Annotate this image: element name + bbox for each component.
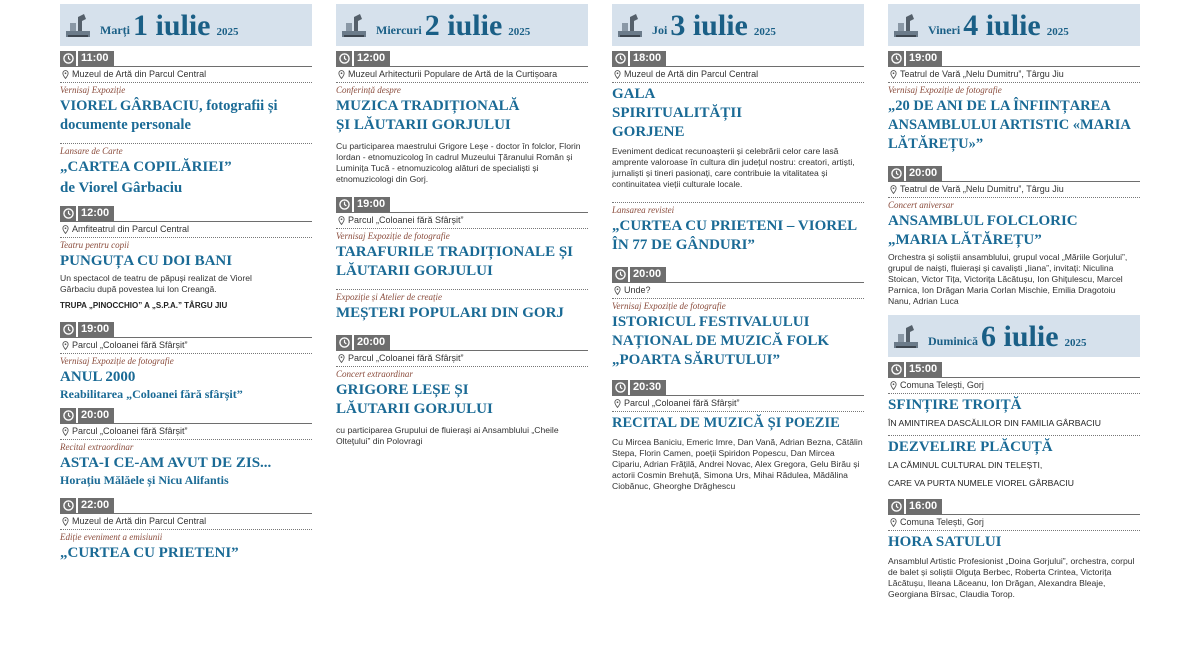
- time-badge: [612, 380, 864, 395]
- divider: [336, 350, 588, 351]
- location-text: Muzeul de Artă din Parcul Central: [624, 69, 759, 79]
- location-text: Parcul „Coloanei fără Sfârșit”: [72, 426, 188, 436]
- event-category: Conferință despre: [336, 85, 401, 95]
- event-title: MUZICA TRADIȚIONALĂ ȘI LĂUTARII GORJULUI: [336, 98, 520, 133]
- divider: [60, 82, 312, 83]
- time-badge: [60, 206, 312, 221]
- time-value: 20:00: [354, 335, 390, 350]
- divider: [60, 143, 312, 144]
- event-description: Orchestra și soliștii ansamblului, grupul vocal „Măriile Gorjului”, grupul de naiști, fluierași și cavaliști „Iiana”, invitați: Niculina Stoican, Victor Tița, Victorița Lăcătușu, Ion Ghițulescu, Marcel Parnica, Ion Drăgan Maria Corlan Mischie, Emilia Dragotoiu Nanu, Adrian Luca: [888, 252, 1128, 306]
- divider: [60, 423, 312, 424]
- time-badge: [612, 51, 864, 66]
- divider: [888, 181, 1140, 182]
- location-text: Comuna Telești, Gorj: [900, 517, 984, 527]
- time-badge: [336, 197, 588, 212]
- divider: [336, 289, 588, 290]
- location-pin-icon: [614, 399, 621, 408]
- time-value: 19:00: [906, 51, 942, 66]
- event-subtitle: Reabilitarea „Coloanei fără sfârșit”: [60, 387, 243, 401]
- day-column-1: [60, 4, 312, 563]
- divider: [336, 212, 588, 213]
- divider: [60, 66, 312, 67]
- location-pin-icon: [62, 517, 69, 526]
- event-description: Eveniment dedicat recunoașterii și celebrării celor care lasă amprente valoroase în cultura din județul nostru: creatori, artiști, jurnaliști și tineri pasionați, care contribuie la vitalitatea și continuitatea vieții culturale locale.: [612, 146, 855, 189]
- location: [614, 285, 864, 295]
- event-description: Cu Mircea Baniciu, Emeric Imre, Dan Vană, Adrian Bezna, Cătălin Stepa, Florin Camen, poeții Spiridon Popescu, Dan Mircea Cipariu, Adrian Frățilă, Andrei Novac, Alex Gregora, Gelu Birău și actorii Cosmin Brehuță, Simona Urs, Mihai Rădulea, Mădălina Ciobănuc, Gheorghe Drăghescu: [612, 437, 863, 491]
- location-pin-icon: [890, 185, 897, 194]
- day-name: Vineri: [928, 23, 961, 37]
- location: [614, 398, 864, 408]
- clock-icon: [888, 166, 904, 181]
- clock-icon: [612, 267, 628, 282]
- clock-icon: [60, 408, 76, 423]
- location-pin-icon: [62, 427, 69, 436]
- day-header: [888, 315, 1140, 357]
- time-value: 20:00: [78, 408, 114, 423]
- event-category: Vernisaj Expoziție de fotografie: [888, 85, 1002, 95]
- event-title: VIOREL GÂRBACIU, fotografii și documente personale: [60, 98, 278, 133]
- divider: [612, 66, 864, 67]
- clock-icon: [336, 51, 352, 66]
- event-category: Concert aniversar: [888, 200, 954, 210]
- clock-icon: [888, 51, 904, 66]
- time-badge: [336, 335, 588, 350]
- event-category: Ediție eveniment a emisiunii: [60, 532, 163, 542]
- location: [890, 517, 1140, 527]
- day-header: [612, 4, 864, 46]
- event-description: Ansamblul Artistic Profesionist „Doina Gorjului”, orchestra, corpul de balet și soliștii Olguța Berbec, Roberta Crintea, Victorița Lăcătușu, Ileana Lăceanu, Ion Drăgan, Alexandra Bleaje, Georgiana Bîrsac, Claudia Torop.: [888, 556, 1135, 599]
- day-year: 2025: [1046, 26, 1069, 38]
- divider: [888, 82, 1140, 83]
- divider: [336, 366, 588, 367]
- location: [62, 69, 312, 79]
- monument-icon: [64, 11, 94, 39]
- divider: [60, 513, 312, 514]
- monument-icon: [892, 11, 922, 39]
- location-text: Comuna Telești, Gorj: [900, 380, 984, 390]
- day-column-4: [888, 4, 1140, 600]
- location-pin-icon: [890, 381, 897, 390]
- location: [62, 426, 312, 436]
- location-text: Unde?: [624, 285, 651, 295]
- event-description: CARE VA PURTA NUMELE VIOREL GÂRBACIU: [888, 478, 1074, 488]
- divider: [60, 353, 312, 354]
- divider: [336, 82, 588, 83]
- location-pin-icon: [614, 70, 621, 79]
- location-text: Parcul „Coloanei fără Sfârșit”: [348, 215, 464, 225]
- clock-icon: [888, 499, 904, 514]
- divider: [336, 66, 588, 67]
- clock-icon: [612, 380, 628, 395]
- time-value: 20:30: [630, 380, 666, 395]
- event-title: HORA SATULUI: [888, 534, 1002, 550]
- day-date: 3 iulie: [670, 9, 748, 42]
- time-value: 16:00: [906, 499, 942, 514]
- day-date: 4 iulie: [963, 9, 1041, 42]
- event-title: MEȘTERI POPULARI DIN GORJ: [336, 305, 564, 321]
- event-title: „CARTEA COPILĂRIEI”: [60, 159, 232, 175]
- time-badge: [60, 322, 312, 337]
- day-name: Marți: [100, 23, 130, 37]
- location: [338, 215, 588, 225]
- location-pin-icon: [338, 354, 345, 363]
- location: [890, 69, 1140, 79]
- divider: [60, 439, 312, 440]
- event-title: ASTA-I CE-AM AVUT DE ZIS...: [60, 455, 272, 471]
- divider: [60, 221, 312, 222]
- event-category: Lansarea revistei: [612, 205, 675, 215]
- event-title: „20 DE ANI DE LA ÎNFIINȚAREA ANSAMBLULUI ARTISTIC «MARIA LĂTĂREȚU»”: [888, 98, 1131, 152]
- clock-icon: [612, 51, 628, 66]
- time-value: 12:00: [78, 206, 114, 221]
- divider: [888, 377, 1140, 378]
- time-value: 15:00: [906, 362, 942, 377]
- event-title: ANSAMBLUL FOLCLORIC „MARIA LĂTĂREȚU”: [888, 213, 1078, 248]
- time-badge: [888, 499, 1140, 514]
- location-text: Muzeul Arhitecturii Populare de Artă de la Curtișoara: [348, 69, 558, 79]
- monument-icon: [892, 322, 922, 350]
- day-header: [60, 4, 312, 46]
- monument-icon: [616, 11, 646, 39]
- event-description: ÎN AMINTIREA DASCĂLILOR DIN FAMILIA GÂRBACIU: [888, 418, 1101, 428]
- location-pin-icon: [890, 518, 897, 527]
- day-date: 6 iulie: [981, 320, 1059, 353]
- time-value: 12:00: [354, 51, 390, 66]
- event-subtitle: Horațiu Mălăele și Nicu Alifantis: [60, 473, 229, 487]
- location: [614, 69, 864, 79]
- day-date: 1 iulie: [132, 9, 211, 42]
- time-badge: [60, 408, 312, 423]
- event-description: Cu participarea maestrului Grigore Leșe - doctor în folclor, Florin Iordan - etnomuzicolog în cadrul Muzeului Țăranului Român și Luminița Tucă - etnomuzicolog alături de specialiști și etnomuzicologi din Gorj.: [336, 141, 581, 184]
- divider: [60, 337, 312, 338]
- event-title: RECITAL DE MUZICĂ ȘI POEZIE: [612, 415, 840, 431]
- location: [62, 224, 312, 234]
- event-category: Vernisaj Expoziție: [60, 85, 126, 95]
- divider: [888, 530, 1140, 531]
- event-title: ANUL 2000: [60, 369, 136, 385]
- location-pin-icon: [62, 70, 69, 79]
- time-value: 20:00: [630, 267, 666, 282]
- time-value: 11:00: [78, 51, 114, 66]
- time-badge: [60, 498, 312, 513]
- event-category: Expoziție și Atelier de creație: [336, 292, 442, 302]
- time-badge: [888, 51, 1140, 66]
- location: [338, 353, 588, 363]
- time-badge: [612, 267, 864, 282]
- time-badge: [60, 51, 312, 66]
- divider: [612, 202, 864, 203]
- event-title: DEZVELIRE PLĂCUȚĂ: [888, 439, 1053, 455]
- location-pin-icon: [62, 225, 69, 234]
- divider: [888, 435, 1140, 436]
- event-subtitle: de Viorel Gârbaciu: [60, 180, 183, 196]
- location-pin-icon: [614, 286, 621, 295]
- divider: [60, 529, 312, 530]
- location: [890, 380, 1140, 390]
- event-title: PUNGUȚA CU DOI BANI: [60, 253, 233, 269]
- event-category: Vernisaj Expoziție de fotografie: [612, 301, 726, 311]
- event-category: Recital extraordinar: [60, 442, 134, 452]
- time-badge: [888, 362, 1140, 377]
- day-date: 2 iulie: [424, 9, 503, 42]
- divider: [888, 66, 1140, 67]
- event-title: ISTORICUL FESTIVALULUI NAȚIONAL DE MUZICĂ FOLK „POARTA SĂRUTULUI”: [612, 314, 830, 368]
- location: [62, 516, 312, 526]
- event-category: Vernisaj Expoziție de fotografie: [336, 231, 450, 241]
- divider: [612, 82, 864, 83]
- day-year: 2025: [1064, 337, 1087, 349]
- event-title: GRIGORE LEȘE ȘI LĂUTARII GORJULUI: [336, 382, 493, 417]
- event-category: Concert extraordinar: [336, 369, 413, 379]
- location-text: Muzeul de Artă din Parcul Central: [72, 516, 207, 526]
- time-value: 22:00: [78, 498, 114, 513]
- time-value: 18:00: [630, 51, 666, 66]
- location-pin-icon: [890, 70, 897, 79]
- location-text: Amfiteatrul din Parcul Central: [72, 224, 190, 234]
- location-pin-icon: [338, 70, 345, 79]
- day-year: 2025: [753, 26, 776, 38]
- location-pin-icon: [338, 216, 345, 225]
- location-text: Muzeul de Artă din Parcul Central: [72, 69, 207, 79]
- day-name: Miercuri: [376, 23, 422, 37]
- location-pin-icon: [62, 341, 69, 350]
- divider: [612, 395, 864, 396]
- event-description: Un spectacol de teatru de păpuși realizat de Viorel Gârbaciu după povestea lui Ion Creangă.: [60, 273, 252, 294]
- monument-icon: [340, 11, 370, 39]
- location: [62, 340, 312, 350]
- divider: [888, 197, 1140, 198]
- event-description: cu participarea Grupului de fluierași ai Ansamblului „Cheile Olteţului” din Polovragi: [336, 425, 559, 446]
- location-text: Teatrul de Vară „Nelu Dumitru”, Târgu Jiu: [900, 184, 1064, 194]
- event-category: Teatru pentru copii: [60, 240, 130, 250]
- event-category: Lansare de Carte: [60, 146, 123, 156]
- time-badge: [336, 51, 588, 66]
- day-name: Duminică: [928, 334, 979, 348]
- event-troupe: TRUPA „PINOCCHIO” A „S.P.A.” TÂRGU JIU: [60, 301, 228, 310]
- location-text: Parcul „Coloanei fără Sfârșit”: [72, 340, 188, 350]
- time-value: 19:00: [78, 322, 114, 337]
- location-text: Parcul „Coloanei fără Sfârșit”: [348, 353, 464, 363]
- event-title: SFINȚIRE TROIȚĂ: [888, 397, 1022, 413]
- day-column-2: [336, 4, 588, 447]
- event-title: „CURTEA CU PRIETENI – VIOREL ÎN 77 DE GÂNDURI”: [612, 218, 857, 253]
- day-column-3: [612, 4, 864, 492]
- clock-icon: [60, 206, 76, 221]
- time-value: 20:00: [906, 166, 942, 181]
- clock-icon: [60, 51, 76, 66]
- time-value: 19:00: [354, 197, 390, 212]
- event-description: LA CĂMINUL CULTURAL DIN TELEȘTI,: [888, 460, 1043, 470]
- divider: [336, 228, 588, 229]
- day-header: [888, 4, 1140, 46]
- day-name: Joi: [652, 23, 668, 37]
- clock-icon: [336, 197, 352, 212]
- location: [890, 184, 1140, 194]
- clock-icon: [60, 322, 76, 337]
- time-badge: [888, 166, 1140, 181]
- divider: [612, 411, 864, 412]
- divider: [612, 298, 864, 299]
- location: [338, 69, 588, 79]
- event-title: TARAFURILE TRADIȚIONALE ȘI LĂUTARII GORJULUI: [336, 244, 573, 279]
- clock-icon: [888, 362, 904, 377]
- event-title: GALA SPIRITUALITĂȚII GORJENE: [612, 86, 743, 140]
- divider: [60, 237, 312, 238]
- divider: [888, 393, 1140, 394]
- event-title: „CURTEA CU PRIETENI”: [60, 545, 239, 561]
- clock-icon: [336, 335, 352, 350]
- day-year: 2025: [508, 26, 531, 38]
- divider: [888, 514, 1140, 515]
- divider: [612, 282, 864, 283]
- day-header: [336, 4, 588, 46]
- location-text: Parcul „Coloanei fără Sfârșit”: [624, 398, 740, 408]
- clock-icon: [60, 498, 76, 513]
- day-year: 2025: [216, 26, 239, 38]
- location-text: Teatrul de Vară „Nelu Dumitru”, Târgu Jiu: [900, 69, 1064, 79]
- event-category: Vernisaj Expoziție de fotografie: [60, 356, 174, 366]
